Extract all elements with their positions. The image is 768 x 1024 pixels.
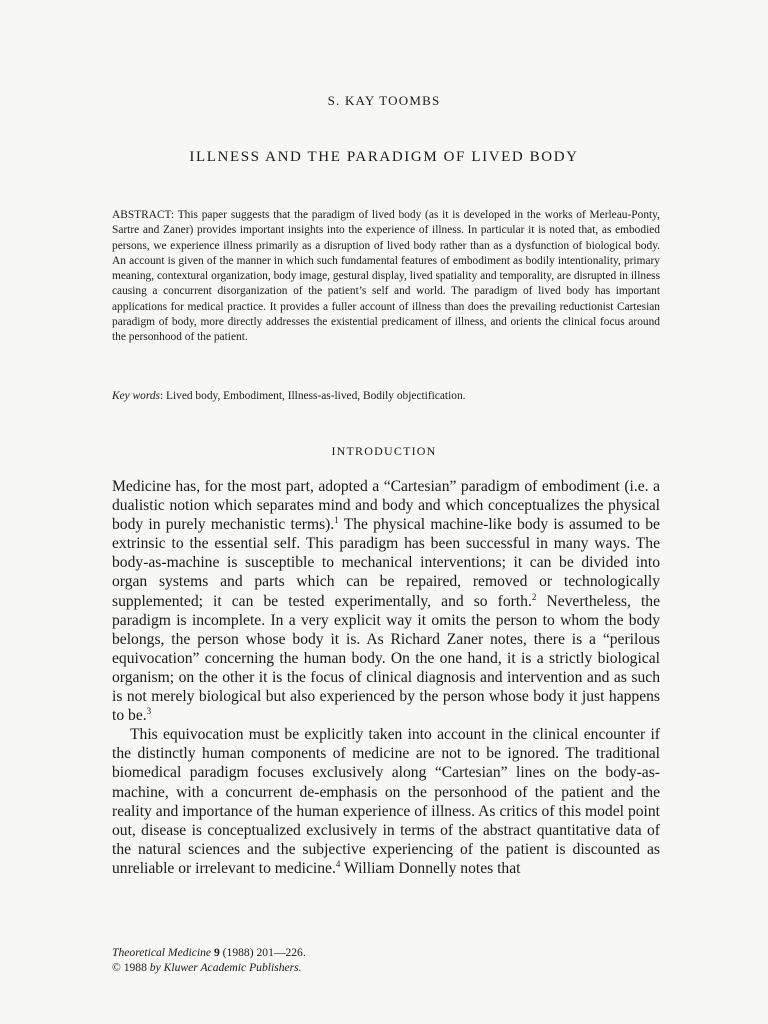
keywords [112, 389, 660, 404]
keywords-text: : Lived body, Embodiment, Illness-as-lived, Bodily objectification. [160, 390, 466, 402]
abstract-label: ABSTRACT: [112, 209, 175, 221]
footnote-marker: 3 [146, 706, 152, 717]
journal-volume: 9 [213, 946, 220, 959]
paragraph-2 [112, 725, 660, 878]
journal-name: Theoretical Medicine [112, 946, 212, 959]
body-text [112, 477, 660, 878]
section-heading-introduction: INTRODUCTION [331, 444, 437, 458]
abstract [112, 208, 660, 346]
paragraph-text: Medicine has, for the most part, adopted a “Cartesian” paradigm of embodiment (i.e. a dualistic notion which separates mind and body and which conceptualizes the physical body in purely mechanistic terms). [112, 478, 660, 534]
citation-line [112, 946, 660, 961]
abstract-text: This paper suggests that the paradigm of lived body (as it is developed in the works of Merleau-Ponty, Sartre and Zaner) provides important insights into the experience of illness. In particular it is noted that, as embodied persons, we experience illness primarily as a disruption of lived body rather than as a dysfunction of biological body. An account is given of the manner in which such fundamental features of embodiment as bodily intentionality, primary meaning, contextural organization, body image, gestural display, lived spatiality and temporality, are disrupted in illness causing a concurrent disorganization of the patient’s self and world. The paradigm of lived body has important applications for medical practice. It provides a fuller account of illness than does the prevailing reductionist Cartesian paradigm of body, more directly addresses the existential predicament of illness, and orients the clinical focus around the personhood of the patient. [112, 209, 660, 344]
page-footer [112, 946, 660, 975]
publisher-name: by Kluwer Academic Publishers. [149, 960, 302, 974]
footnote-marker: 1 [334, 515, 339, 526]
paragraph-text: The physical machine-like body is assumed to be extrinsic to the essential self. This paradigm has been successful in many ways. The body-as-machine is susceptible to mechanical interventions; it can be divided into organ systems and parts which can be repaired, removed or technologically supplemented; it can be tested experimentally, and so forth. [112, 516, 660, 610]
paragraph-text: This equivocation must be explicitly taken into account in the clinical encounter if the distinctly human components of medicine are not to be ignored. The traditional biomedical paradigm focuses exclusively along “Cartesian” lines on the body-as-machine, with a concurrent de-emphasis on the personhood of the patient and the reality and importance of the human experience of illness. As critics of this model point out, disease is conceptualized exclusively in terms of the abstract quantitative data of the natural sciences and the subjective experiencing of the patient is discounted as unreliable or irrelevant to medicine. [112, 726, 660, 877]
author-name: S. KAY TOOMBS [327, 93, 441, 108]
paragraph-text: William Donnelly notes that [340, 859, 521, 877]
copyright-year: © 1988 [112, 960, 150, 974]
journal-pages: (1988) 201—226. [219, 946, 306, 959]
footnote-marker: 2 [531, 591, 537, 602]
keywords-label: Key words [112, 390, 160, 402]
paragraph-1 [112, 477, 660, 725]
paper-title: ILLNESS AND THE PARADIGM OF LIVED BODY [189, 149, 579, 165]
copyright-line [112, 961, 660, 976]
footnote-marker: 4 [335, 858, 341, 869]
paragraph-text: Nevertheless, the paradigm is incomplete. In a very explicit way it omits the person to whom the body belongs, the person whose body it is. As Richard Zaner notes, there is a “perilous equivocation” concerning the human body. On the one hand, it is a strictly biological organism; on the other it is the focus of clinical diagnosis and intervention and as such is not merely biological but also experienced by the person whose body it just happens to be. [112, 592, 661, 725]
